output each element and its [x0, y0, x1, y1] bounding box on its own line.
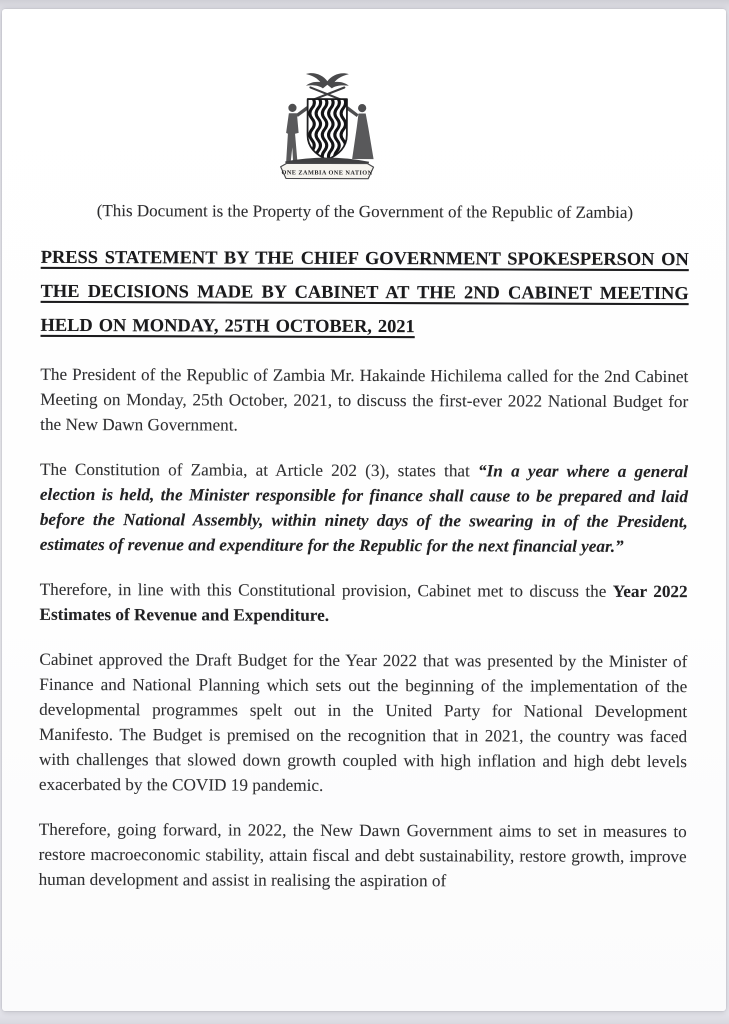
text-run: The President of the Republic of Zambia Mr. Hakainde Hichilema called for the 2nd Cabinet Meeting on Monday, 25th October, 2021, to discuss the first-ever 2022 National Budget for the New Dawn Government. — [40, 364, 689, 435]
paragraph — [39, 647, 688, 799]
text-run: The Constitution of Zambia, at Article 202 (3), states that — [40, 459, 479, 481]
document-body — [39, 362, 689, 894]
paragraph — [40, 457, 688, 559]
paragraph — [39, 577, 687, 629]
text-run: Year 2022 Estimates of Revenue and Expenditure. — [39, 581, 688, 625]
text-run: Cabinet approved the Draft Budget for the Year 2022 that was presented by the Minister of Finance and National Planning which sets out the beginning of the implementation of the developmental programmes spelt out in the United Party for National Development Manifesto. The Budget is premised on the recognition that in 2021, the country was faced with challenges that slowed down growth coupled with high inflation and high debt levels exacerbated by the COVID 19 pandemic. — [38, 649, 688, 795]
paragraph — [40, 362, 688, 439]
paragraph — [39, 817, 687, 894]
emblem-motto: ONE ZAMBIA ONE NATION — [281, 169, 373, 177]
document-page — [2, 9, 726, 1011]
document-content — [39, 66, 690, 894]
press-statement-title: PRESS STATEMENT BY THE CHIEF GOVERNMENT SPOKESPERSON ON THE DECISIONS MADE BY CABINET AT THE 2ND CABINET MEETING HELD ON MONDAY, 25TH OCTOBER, 2021 — [40, 246, 689, 337]
zambia-coat-of-arms-icon — [260, 67, 394, 185]
eagle-icon — [306, 73, 349, 88]
text-run: Therefore, in line with this Constitutional provision, Cabinet met to discuss the — [39, 579, 613, 601]
text-run: “In a year where a general election is held, the Minister responsible for finance shall cause to be prepared and laid before the National Assembly, within ninety days of the swearing in of the President, estimates of revenue and expenditure for the Republic for the next financial year.” — [39, 461, 689, 556]
text-run: Therefore, going forward, in 2022, the New Dawn Government aims to set in measures to restore macroeconomic stability, attain fiscal and debt sustainability, restore growth, improve human development and assist in realising the aspiration of — [38, 819, 687, 891]
property-notice: (This Document is the Property of the Government of the Republic of Zambia) — [96, 201, 634, 222]
